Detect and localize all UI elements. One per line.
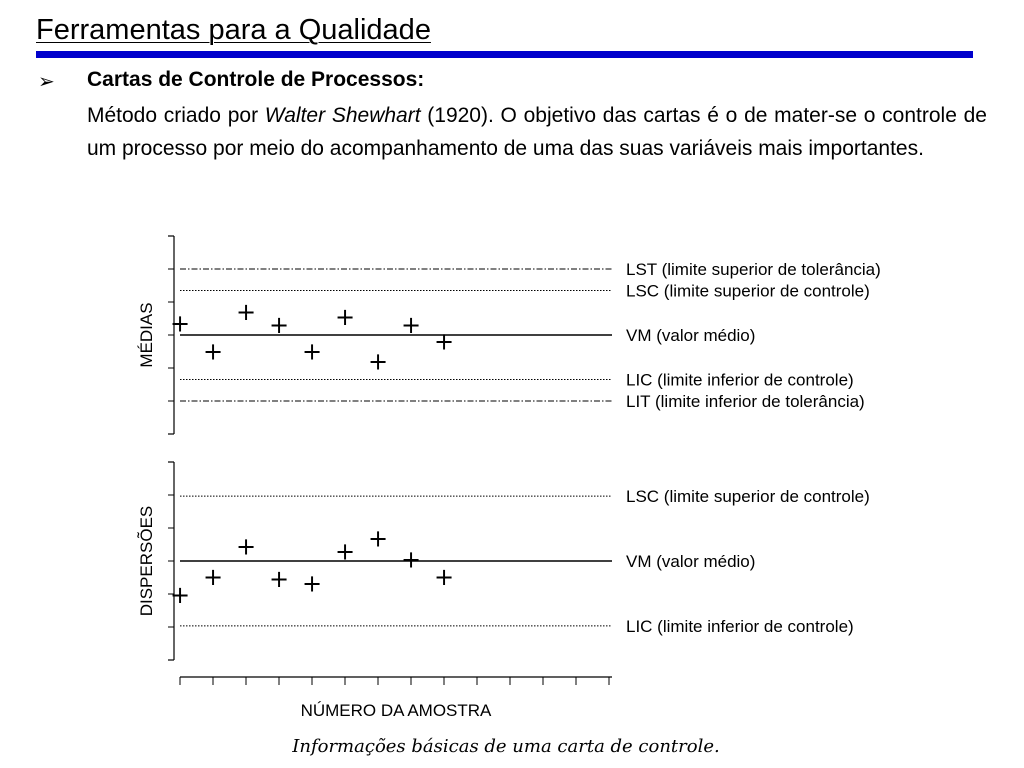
means_chart-vm-label: VM (valor médio) [626,326,756,345]
dispersion_chart-sample-point: + [268,564,290,593]
dispersion_chart-lic-label: LIC (limite inferior de controle) [626,616,854,636]
means_chart-sample-point: + [202,337,224,366]
means_chart-sample-point: + [268,311,290,340]
means_chart-y-label: MÉDIAS [137,302,156,368]
paragraph-text-end: (1920). O objetivo das cartas é o de mater-se o controle de um processo por meio do acompanhamento de uma das suas variáveis mais importantes. [87,104,987,160]
section-heading: Cartas de Controle de Processos: [87,68,425,91]
means_chart-sample-point: + [433,327,455,356]
figure-caption: Informações básicas de uma carta de controle. [292,736,720,757]
means_chart-sample-point: + [334,302,356,331]
dispersion_chart-lsc-label: LSC (limite superior de controle) [626,487,870,507]
means_chart-sample-point: + [301,337,323,366]
means_chart-sample-point: + [367,347,389,376]
means_chart-sample-point: + [235,297,257,326]
author-name: Walter Shewhart [264,104,421,127]
x-axis-label: NÚMERO DA AMOSTRA [300,701,492,720]
means_chart-lit-label: LIT (limite inferior de tolerância) [626,392,865,411]
dispersion_chart-sample-point: + [400,545,422,574]
means_chart-lic-label: LIC (limite inferior de controle) [626,370,854,390]
dispersion_chart-sample-point: + [202,563,224,592]
dispersion_chart-sample-point: + [334,537,356,566]
dispersion_chart-sample-point: + [433,563,455,592]
paragraph-text-start: Método criado por [87,104,265,127]
dispersion_chart-vm-label: VM (valor médio) [626,552,756,571]
dispersion_chart-sample-point: + [235,532,257,561]
dispersion_chart-sample-point: + [301,569,323,598]
dispersion_chart-sample-point: + [367,524,389,553]
dispersion_chart-sample-point: + [169,581,191,610]
means_chart-sample-point: + [169,309,191,338]
arrow-bullet-icon: ➢ [38,71,55,93]
dispersion_chart-y-label: DISPERSÕES [137,505,156,617]
means_chart-lst-label: LST (limite superior de tolerância) [626,260,881,279]
means_chart-lsc-label: LSC (limite superior de controle) [626,281,870,301]
means_chart-sample-point: + [400,311,422,340]
slide-title: Ferramentas para a Qualidade [36,14,431,46]
